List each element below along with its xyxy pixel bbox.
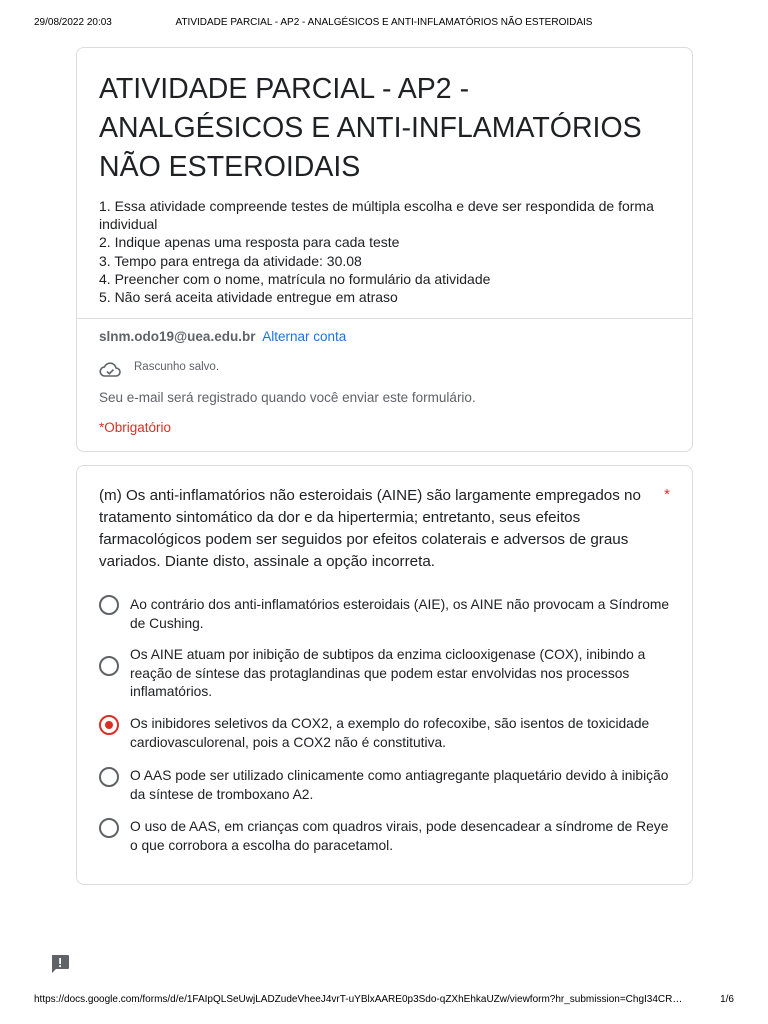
radio-button-selected[interactable]: [99, 715, 119, 735]
account-email: slnm.odo19@uea.edu.br: [99, 329, 256, 344]
description-line: 4. Preencher com o nome, matrícula no formulário da atividade: [99, 270, 491, 287]
account-row: [99, 329, 346, 344]
form-description: [99, 197, 679, 306]
option-label: O uso de AAS, em crianças com quadros virais, pode desencadear a síndrome de Reye o que corrobora a escolha do paracetamol.: [130, 819, 669, 853]
form-header-card: [76, 47, 693, 452]
print-footer: [34, 994, 734, 1008]
radio-button[interactable]: [99, 767, 119, 787]
feedback-icon[interactable]: [49, 953, 71, 975]
header-divider: [77, 318, 692, 319]
option-label: Ao contrário dos anti-inflamatórios esteroidais (AIE), os AINE não provocam a Síndrome de Cushing.: [130, 597, 670, 631]
required-notice: *Obrigatório: [99, 420, 172, 435]
print-datetime: 29/08/2022 20:03: [34, 17, 112, 28]
cloud-check-icon: [99, 362, 121, 378]
form-title: [99, 70, 679, 187]
description-line: 1. Essa atividade compreende testes de múltipla escolha e deve ser respondida de forma individual: [99, 198, 654, 233]
option-label: Os AINE atuam por inibição de subtipos da enzima ciclooxigenase (COX), inibindo a reação de síntese das protaglandinas que podem estar envolvidas nos processos inflamatórios.: [130, 647, 646, 699]
description-line: 2. Indique apenas uma resposta para cada teste: [99, 234, 400, 251]
switch-account-link[interactable]: Alternar conta: [262, 329, 347, 344]
form-title-line: ATIVIDADE PARCIAL - AP2 -: [99, 73, 470, 105]
form-title-line: ANALGÉSICOS E ANTI-INFLAMATÓRIOS: [99, 112, 642, 144]
question-text: (m) Os anti-inflamatórios não esteroidais (AINE) são largamente empregados no tratamento sintomático da dor e da hipertermia; entretanto, seus efeitos farmacológicos podem ser seguidos por efeitos colaterais e adversos de graus variados. Diante disto, assinale a opção incorreta.: [99, 487, 641, 570]
option-label: Os inibidores seletivos da COX2, a exemplo do rofecoxibe, são isentos de toxicidade cardiovasculorenal, pois a COX2 não é constitutiva.: [130, 716, 650, 750]
option-label: O AAS pode ser utilizado clinicamente como antiagregante plaquetário devido à inibição da síntese de tromboxano A2.: [130, 768, 669, 802]
radio-button[interactable]: [99, 595, 119, 615]
radio-button[interactable]: [99, 656, 119, 676]
radio-button[interactable]: [99, 818, 119, 838]
email-notice: Seu e-mail será registrado quando você enviar este formulário.: [99, 390, 476, 405]
draft-status-text: Rascunho salvo.: [134, 361, 220, 373]
print-title: ATIVIDADE PARCIAL - AP2 - ANALGÉSICOS E ANTI-INFLAMATÓRIOS NÃO ESTEROIDAIS: [175, 17, 593, 28]
form-title-line: NÃO ESTEROIDAIS: [99, 151, 361, 183]
print-header: [34, 17, 734, 31]
question-card: [76, 465, 693, 885]
description-line: 5. Não será aceita atividade entregue em atraso: [99, 289, 398, 306]
page-url: https://docs.google.com/forms/d/e/1FAIpQLSeUwjLADZudeVheeJ4vrT-uYBlxAARE0p3Sdo-qZXhEhkaUZw/viewform?hr_submission=ChgI34CR…: [34, 994, 683, 1005]
description-line: 3. Tempo para entrega da atividade: 30.08: [99, 252, 362, 269]
required-asterisk: *: [664, 486, 670, 503]
page-number: 1/6: [720, 994, 734, 1005]
